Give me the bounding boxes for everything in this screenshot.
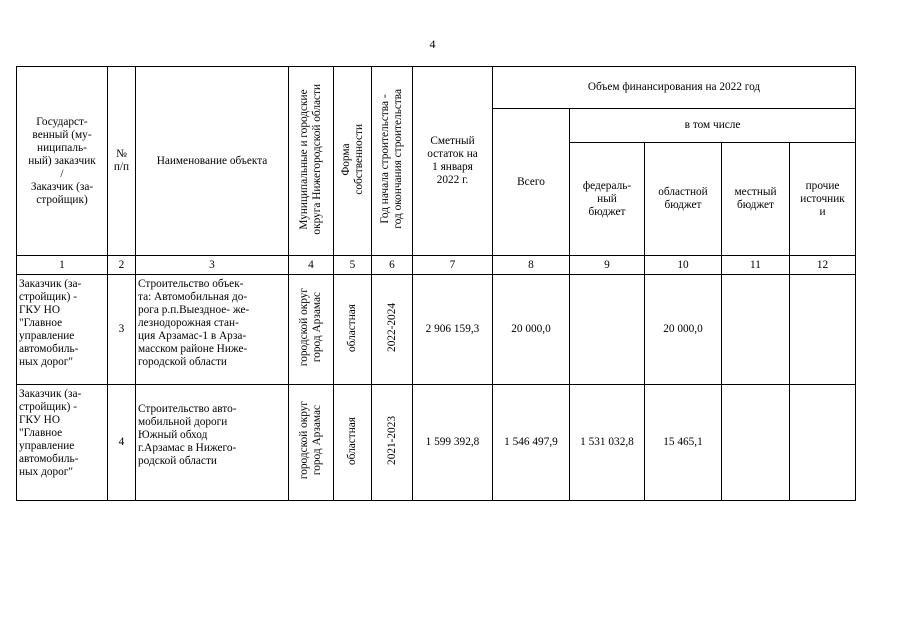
row-estimate: 1 599 392,8 <box>413 385 493 501</box>
row-years-text: 2021-2023 <box>385 416 398 465</box>
row-federal <box>570 275 645 385</box>
col-number: 1 <box>17 256 108 275</box>
row-municipality-text: городской округ город Арзамас <box>298 288 323 367</box>
row-ownership-text: областная <box>346 303 358 352</box>
header-financing: Объем финансирования на 2022 год <box>493 67 856 109</box>
row-ownership-text: областная <box>346 416 358 465</box>
header-object-name: Наименование объекта <box>136 67 289 256</box>
col-number: 12 <box>790 256 856 275</box>
table-row <box>17 275 856 385</box>
col-number: 9 <box>570 256 645 275</box>
col-number: 6 <box>372 256 413 275</box>
header-regional: областной бюджет <box>645 143 722 256</box>
row-federal: 1 531 032,8 <box>570 385 645 501</box>
row-num: 3 <box>108 275 136 385</box>
row-regional: 20 000,0 <box>645 275 722 385</box>
row-other <box>790 275 856 385</box>
header-years <box>372 67 413 256</box>
col-number: 4 <box>289 256 334 275</box>
row-regional: 15 465,1 <box>645 385 722 501</box>
header-local: местный бюджет <box>722 143 790 256</box>
col-number: 7 <box>413 256 493 275</box>
col-number: 5 <box>334 256 372 275</box>
header-municipality-text: Муниципальные и городские округа Нижегородской области <box>298 83 323 235</box>
row-years <box>372 275 413 385</box>
header-estimate: Сметный остаток на 1 января 2022 г. <box>413 67 493 256</box>
row-estimate: 2 906 159,3 <box>413 275 493 385</box>
row-customer: Заказчик (за- стройщик) - ГКУ НО "Главное управление автомобиль- ных дорог" <box>17 385 108 501</box>
row-local <box>722 385 790 501</box>
row-num: 4 <box>108 385 136 501</box>
header-ownership-text: Форма собственности <box>339 123 365 195</box>
row-object-name: Строительство объек- та: Автомобильная до- рога р.п.Выездное- же- лезнодорожная стан- ция Арзамас-1 в Арза- масском районе Ниже- городской области <box>136 275 289 385</box>
row-ownership <box>334 275 372 385</box>
header-other: прочие источник и <box>790 143 856 256</box>
header-customer: Государст- венный (му- ниципаль- ный) заказчик / Заказчик (за- стройщик) <box>17 67 108 256</box>
row-total: 1 546 497,9 <box>493 385 570 501</box>
row-object-name: Строительство авто- мобильной дороги Южный обход г.Арзамас в Нижего- родской области <box>136 385 289 501</box>
row-years-text: 2022-2024 <box>385 303 398 352</box>
header-total: Всего <box>493 109 570 256</box>
header-years-text: Год начала строительства - год окончания строительства <box>379 89 404 229</box>
header-municipality <box>289 67 334 256</box>
row-ownership <box>334 385 372 501</box>
table-row <box>17 385 856 501</box>
col-number: 10 <box>645 256 722 275</box>
header-num: № п/п <box>108 67 136 256</box>
row-local <box>722 275 790 385</box>
row-municipality-text: городской округ город Арзамас <box>298 401 323 480</box>
row-customer: Заказчик (за- стройщик) - ГКУ НО "Главное управление автомобиль- ных дорог" <box>17 275 108 385</box>
column-number-row <box>17 256 856 275</box>
col-number: 2 <box>108 256 136 275</box>
row-years <box>372 385 413 501</box>
row-other <box>790 385 856 501</box>
header-including: в том числе <box>570 109 856 143</box>
header-federal: федераль- ный бюджет <box>570 143 645 256</box>
col-number: 8 <box>493 256 570 275</box>
col-number: 11 <box>722 256 790 275</box>
header-ownership <box>334 67 372 256</box>
page-number: 4 <box>429 37 436 51</box>
row-municipality <box>289 275 334 385</box>
row-total: 20 000,0 <box>493 275 570 385</box>
financing-table <box>16 66 856 501</box>
col-number: 3 <box>136 256 289 275</box>
row-municipality <box>289 385 334 501</box>
